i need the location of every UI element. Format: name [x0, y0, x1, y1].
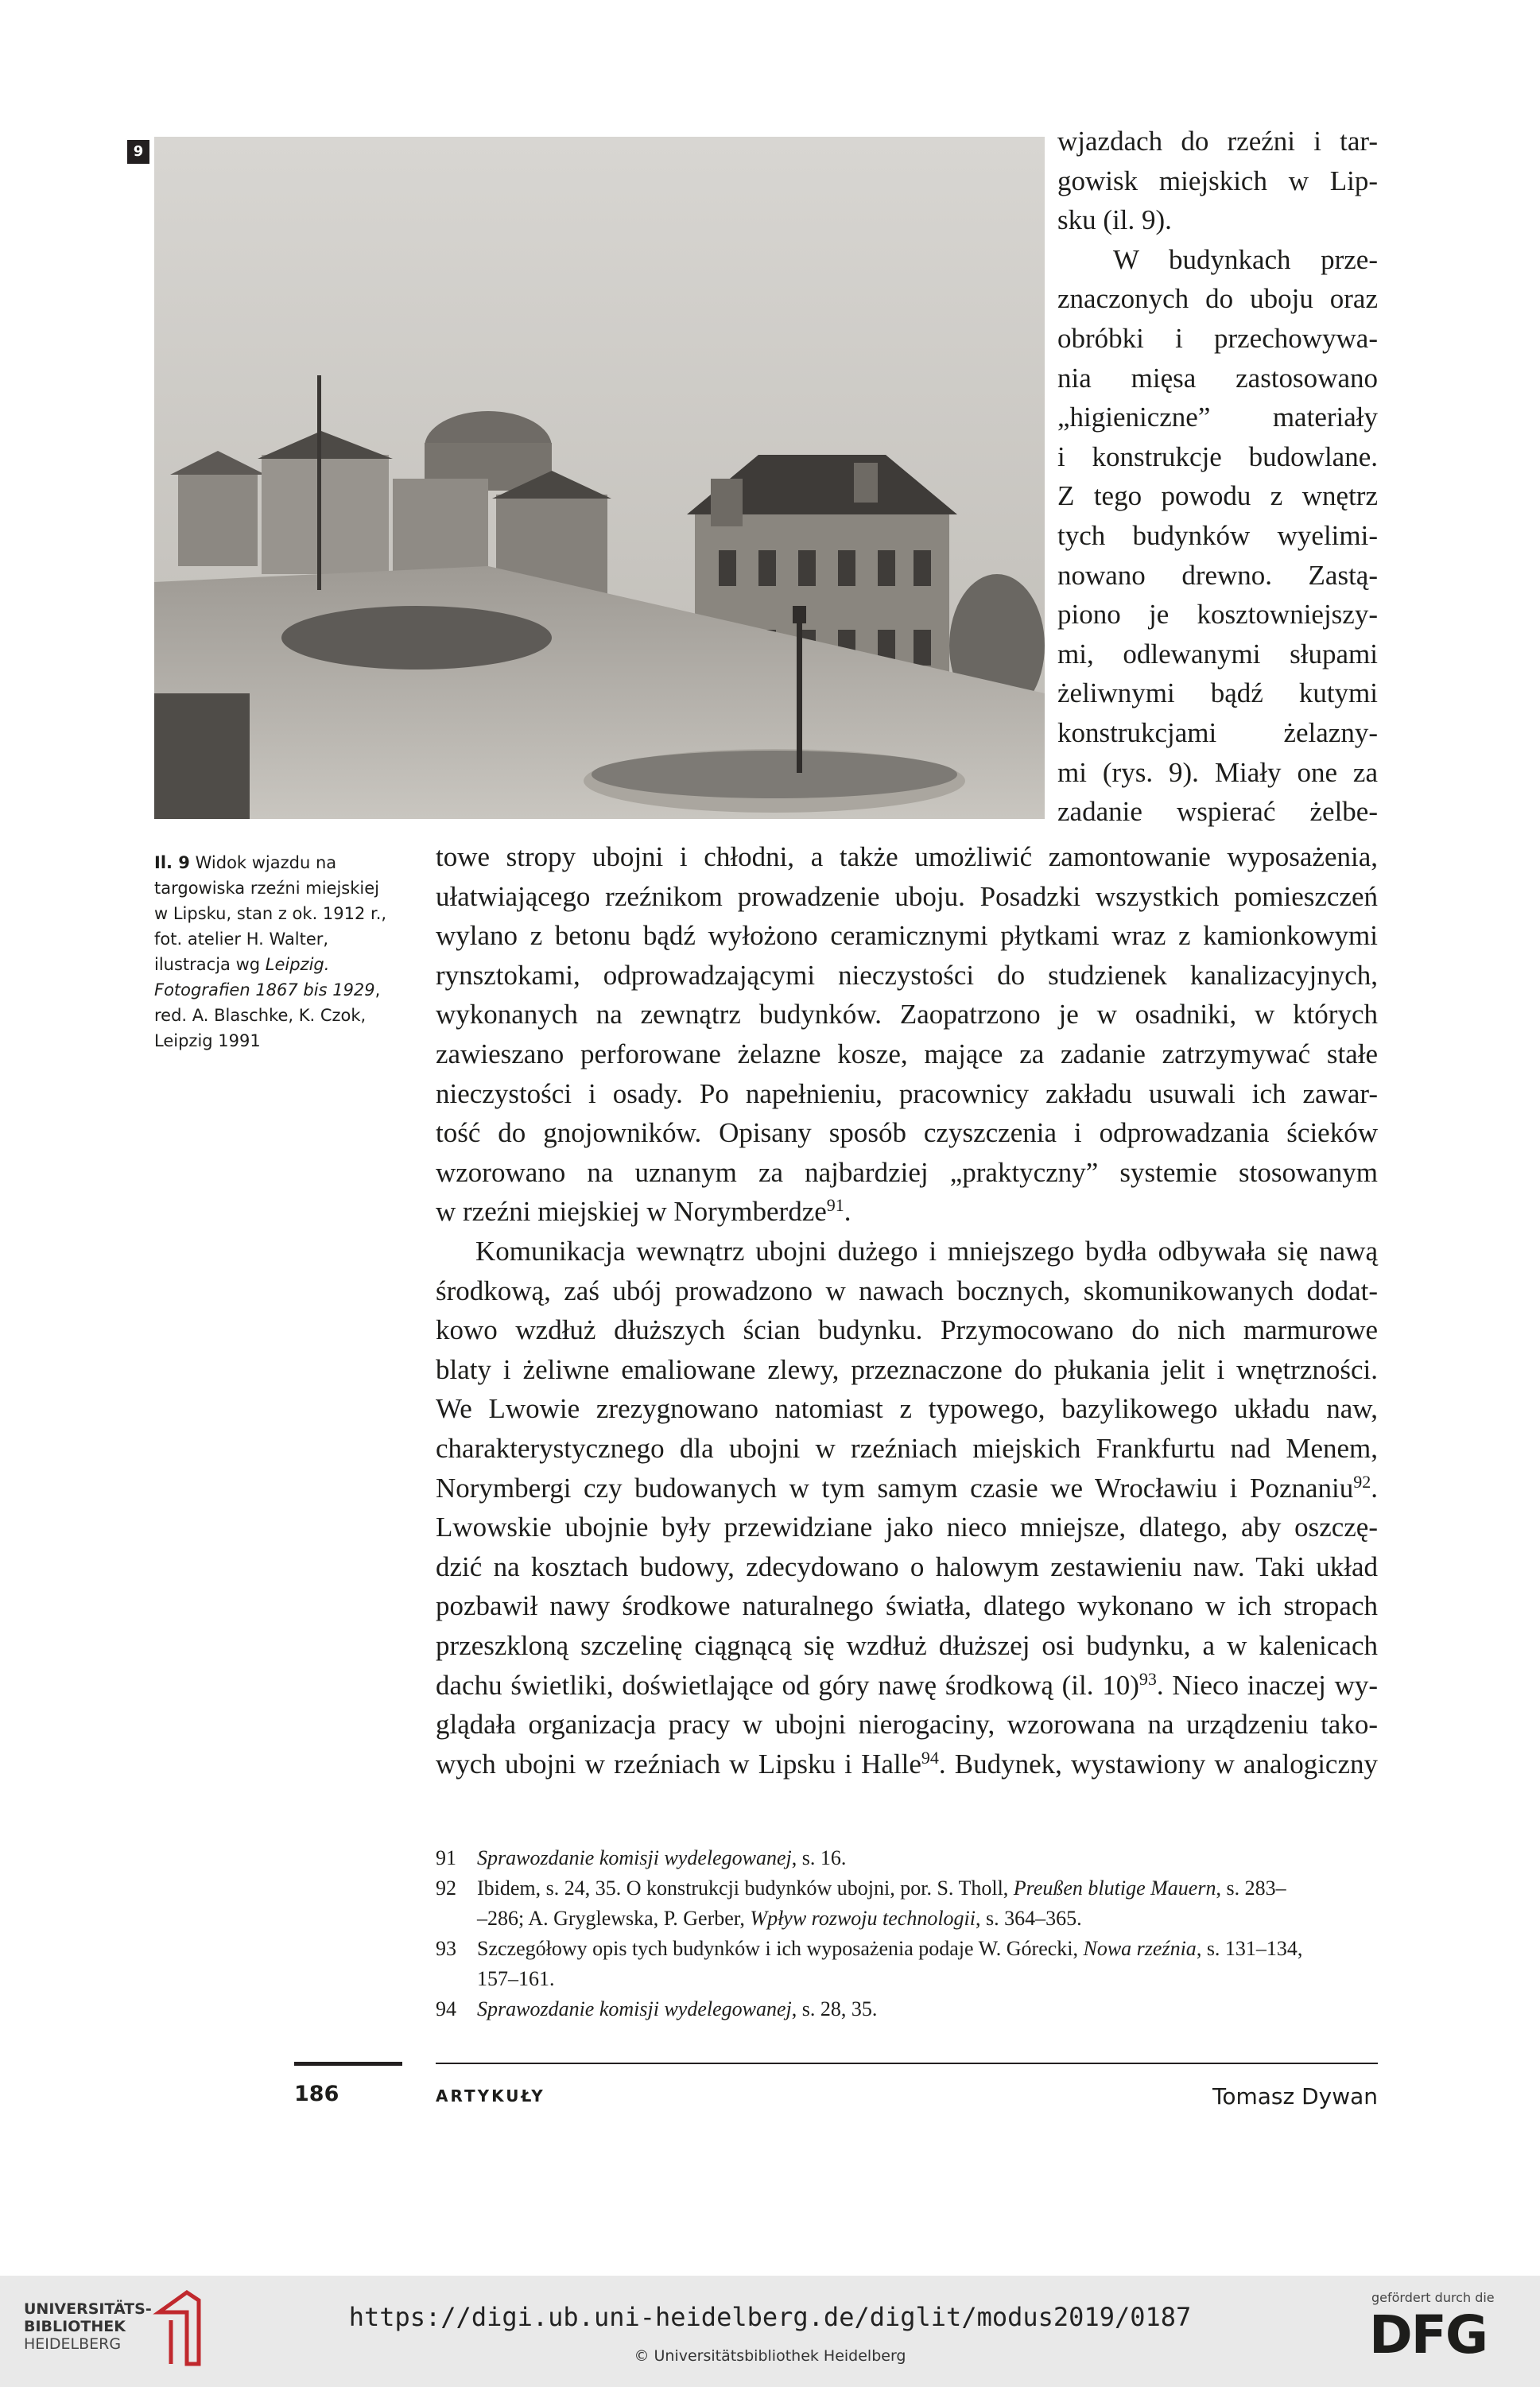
text-line: dzić na kosztach budowy, zdecydowano o halowym zestawieniu naw. Taki układ	[436, 1551, 1378, 1582]
footnote-number: 92	[436, 1877, 456, 1900]
text-line: glądała organizacja pracy w ubojni nierogaciny, wzorowana na urządzeniu tako-	[436, 1709, 1378, 1741]
photo-illustration	[154, 137, 1045, 819]
text-line: mi (rys. 9). Miały one za	[1057, 756, 1378, 788]
footnote-94: 94 Sprawozdanie komisji wydelegowanej, s. 28, 35.	[436, 1994, 1378, 2024]
footnote-number: 93	[436, 1937, 456, 1960]
text-line: sku (il. 9).	[1057, 204, 1172, 236]
section-title: ARTYKUŁY	[436, 2086, 545, 2106]
text-line-footnote-91: w rzeźni miejskiej w Norymberdze$^{91}$.	[436, 1195, 851, 1228]
footnote-number: 91	[436, 1846, 456, 1869]
text-line: Komunikacja wewnątrz ubojni dużego i mniejszego bydła odbywała się nawą	[475, 1236, 1378, 1267]
text-line: zawieszano perforowane żelazne kosze, mające za zadanie zatrzymywać stałe	[436, 1038, 1378, 1069]
text-line: wzorowano na uznanym za najbardziej „praktyczny” systemie stosowanym	[436, 1156, 1378, 1188]
text-line: W budynkach prze-	[1113, 243, 1378, 275]
text-line: wjazdach do rzeźni i tar-	[1057, 126, 1378, 157]
text-line: towe stropy ubojni i chłodni, a także umożliwić zamontowanie wyposażenia,	[436, 841, 1378, 872]
text-line: „higieniczne” materiały	[1057, 402, 1378, 433]
dfg-logo[interactable]: DFG	[1369, 2304, 1488, 2366]
footnote-93: 93 Szczegółowy opis tych budynków i ich wyposażenia podaje W. Górecki, Nowa rzeźnia, s. 131–134, 157–161.	[436, 1934, 1378, 1994]
footnote-reference[interactable]: 92	[1353, 1471, 1371, 1492]
footnote-reference[interactable]: 93	[1139, 1668, 1157, 1689]
text-line: nia mięsa zastosowano	[1057, 362, 1378, 394]
text-line: ułatwiającego rzeźnikom prowadzenie uboju. Posadzki wszystkich pomieszczeń	[436, 880, 1378, 912]
footer-rule-short	[294, 2062, 402, 2066]
text-line: wykonanych na zewnątrz budynków. Zaopatrzono je w osadniki, w których	[436, 999, 1378, 1030]
text-line: obróbki i przechowywa-	[1057, 322, 1378, 354]
text-line: żeliwnymi bądź kutymi	[1057, 677, 1378, 709]
footnotes	[436, 1843, 1378, 2024]
footnote-92: 92 Ibidem, s. 24, 35. O konstrukcji budynków ubojni, por. S. Tholl, Preußen blutige Mauern, s. 283– –286; A. Gryglewska, P. Gerber, Wpływ rozwoju technologii, s. 364–365.	[436, 1873, 1378, 1934]
logo-line-2: BIBLIOTHEK	[24, 2318, 126, 2335]
text-line-footnote-92: Norymbergi czy budowanych w tym samym czasie we Wrocławiu i Poznaniu$^{92}$.	[436, 1471, 1378, 1504]
text-line: tych budynków wyelimi-	[1057, 519, 1378, 551]
figure-number-badge: 9	[127, 140, 149, 164]
wrapped-text-column	[1057, 122, 1378, 832]
text-line: tość do gnojowników. Opisany sposób czyszczenia i odprowadzania ścieków	[436, 1117, 1378, 1149]
text-line: kowo wzdłuż dłuższych ścian budynku. Przymocowano do nich marmurowe	[436, 1314, 1378, 1346]
text-line: blaty i żeliwne emaliowane zlewy, przeznaczone do płukania jelit i wnętrzności.	[436, 1353, 1378, 1385]
text-line: nieczystości i osady. Po napełnieniu, pracownicy zakładu usuwali ich zawar-	[436, 1077, 1378, 1109]
caption-text: Widok wjazdu na targowiska rzeźni miejskiej w Lipsku, stan z ok. 1912 r., fot. atelier H. Walter, ilustracja wg	[154, 853, 387, 974]
caption-label: Il. 9	[154, 853, 190, 872]
text-line: nowano drewno. Zastą-	[1057, 559, 1378, 591]
text-line: piono je kosztowniejszy-	[1057, 599, 1378, 631]
text-line-footnote-94: wych ubojni w rzeźniach w Lipsku i Halle$^{94}$. Budynek, wystawiony w analogiczny	[436, 1747, 1378, 1780]
logo-line-3: HEIDELBERG	[24, 2335, 122, 2353]
text-line: środkową, zaś ubój prowadzono w nawach bocznych, skomunikowanych dodat-	[436, 1275, 1378, 1306]
text-line: przeszkloną szczelinę ciągnącą się wzdłuż dłuższej osi budynku, a w kalenicach	[436, 1629, 1378, 1661]
body-paragraph-1	[436, 837, 1378, 1232]
footnote-number: 94	[436, 1997, 456, 2020]
body-paragraph-2	[436, 1232, 1378, 1783]
caption-text-end: , red. A. Blaschke, K. Czok, Leipzig 1991	[154, 980, 381, 1050]
document-url-link[interactable]: https://digi.ub.uni-heidelberg.de/diglit/modus2019/0187	[348, 2302, 1192, 2332]
text-line: Z tego powodu z wnętrz	[1057, 480, 1378, 512]
text-line: rynsztokami, odprowadzającymi nieczystości do studzienek kanalizacyjnych,	[436, 959, 1378, 991]
dfg-funding-label: gefördert durch die	[1371, 2290, 1495, 2305]
text-line: charakterystycznego dla ubojni w rzeźniach miejskich Frankfurtu nad Menem,	[436, 1432, 1378, 1464]
text-line-footnote-93: dachu świetliki, doświetlające od góry nawę środkową (il. 10)$^{93}$. Nieco inaczej wy-	[436, 1668, 1379, 1701]
figure-caption	[154, 850, 397, 1054]
text-line: i konstrukcje budowlane.	[1057, 441, 1378, 472]
text-line: znaczonych do uboju oraz	[1057, 283, 1378, 315]
author-name: Tomasz Dywan	[1212, 2083, 1378, 2109]
text-line: Lwowskie ubojnie były przewidziane jako nieco mniejsze, dlatego, aby oszczę-	[436, 1512, 1378, 1543]
footnote-91: 91 Sprawozdanie komisji wydelegowanej, s. 16.	[436, 1843, 1378, 1873]
text-line: konstrukcjami żelazny-	[1057, 716, 1378, 748]
footer-rule	[436, 2063, 1378, 2064]
text-line: wylano z betonu bądź wyłożono ceramicznymi płytkami wraz z kamionkowymi	[436, 920, 1378, 952]
text-line: pozbawił nawy środkowe naturalnego światła, dlatego wykonano w ich stropach	[436, 1590, 1378, 1622]
text-line: We Lwowie zrezygnowano natomiast z typowego, bazylikowego układu naw,	[436, 1393, 1378, 1425]
text-line: zadanie wspierać żelbe-	[1057, 796, 1378, 828]
footnote-reference[interactable]: 94	[921, 1747, 939, 1768]
copyright-notice: © Universitätsbibliothek Heidelberg	[634, 2347, 906, 2365]
text-line: gowisk miejskich w Lip-	[1057, 165, 1378, 196]
footnote-reference[interactable]: 91	[826, 1195, 844, 1216]
logo-line-1: UNIVERSITÄTS-	[24, 2300, 152, 2318]
caption-source-title: Leipzig. Fotografien 1867 bis 1929	[154, 955, 375, 999]
page-number: 186	[294, 2082, 339, 2106]
text-line: mi, odlewanymi słupami	[1057, 638, 1378, 670]
historical-photograph	[154, 137, 1045, 819]
